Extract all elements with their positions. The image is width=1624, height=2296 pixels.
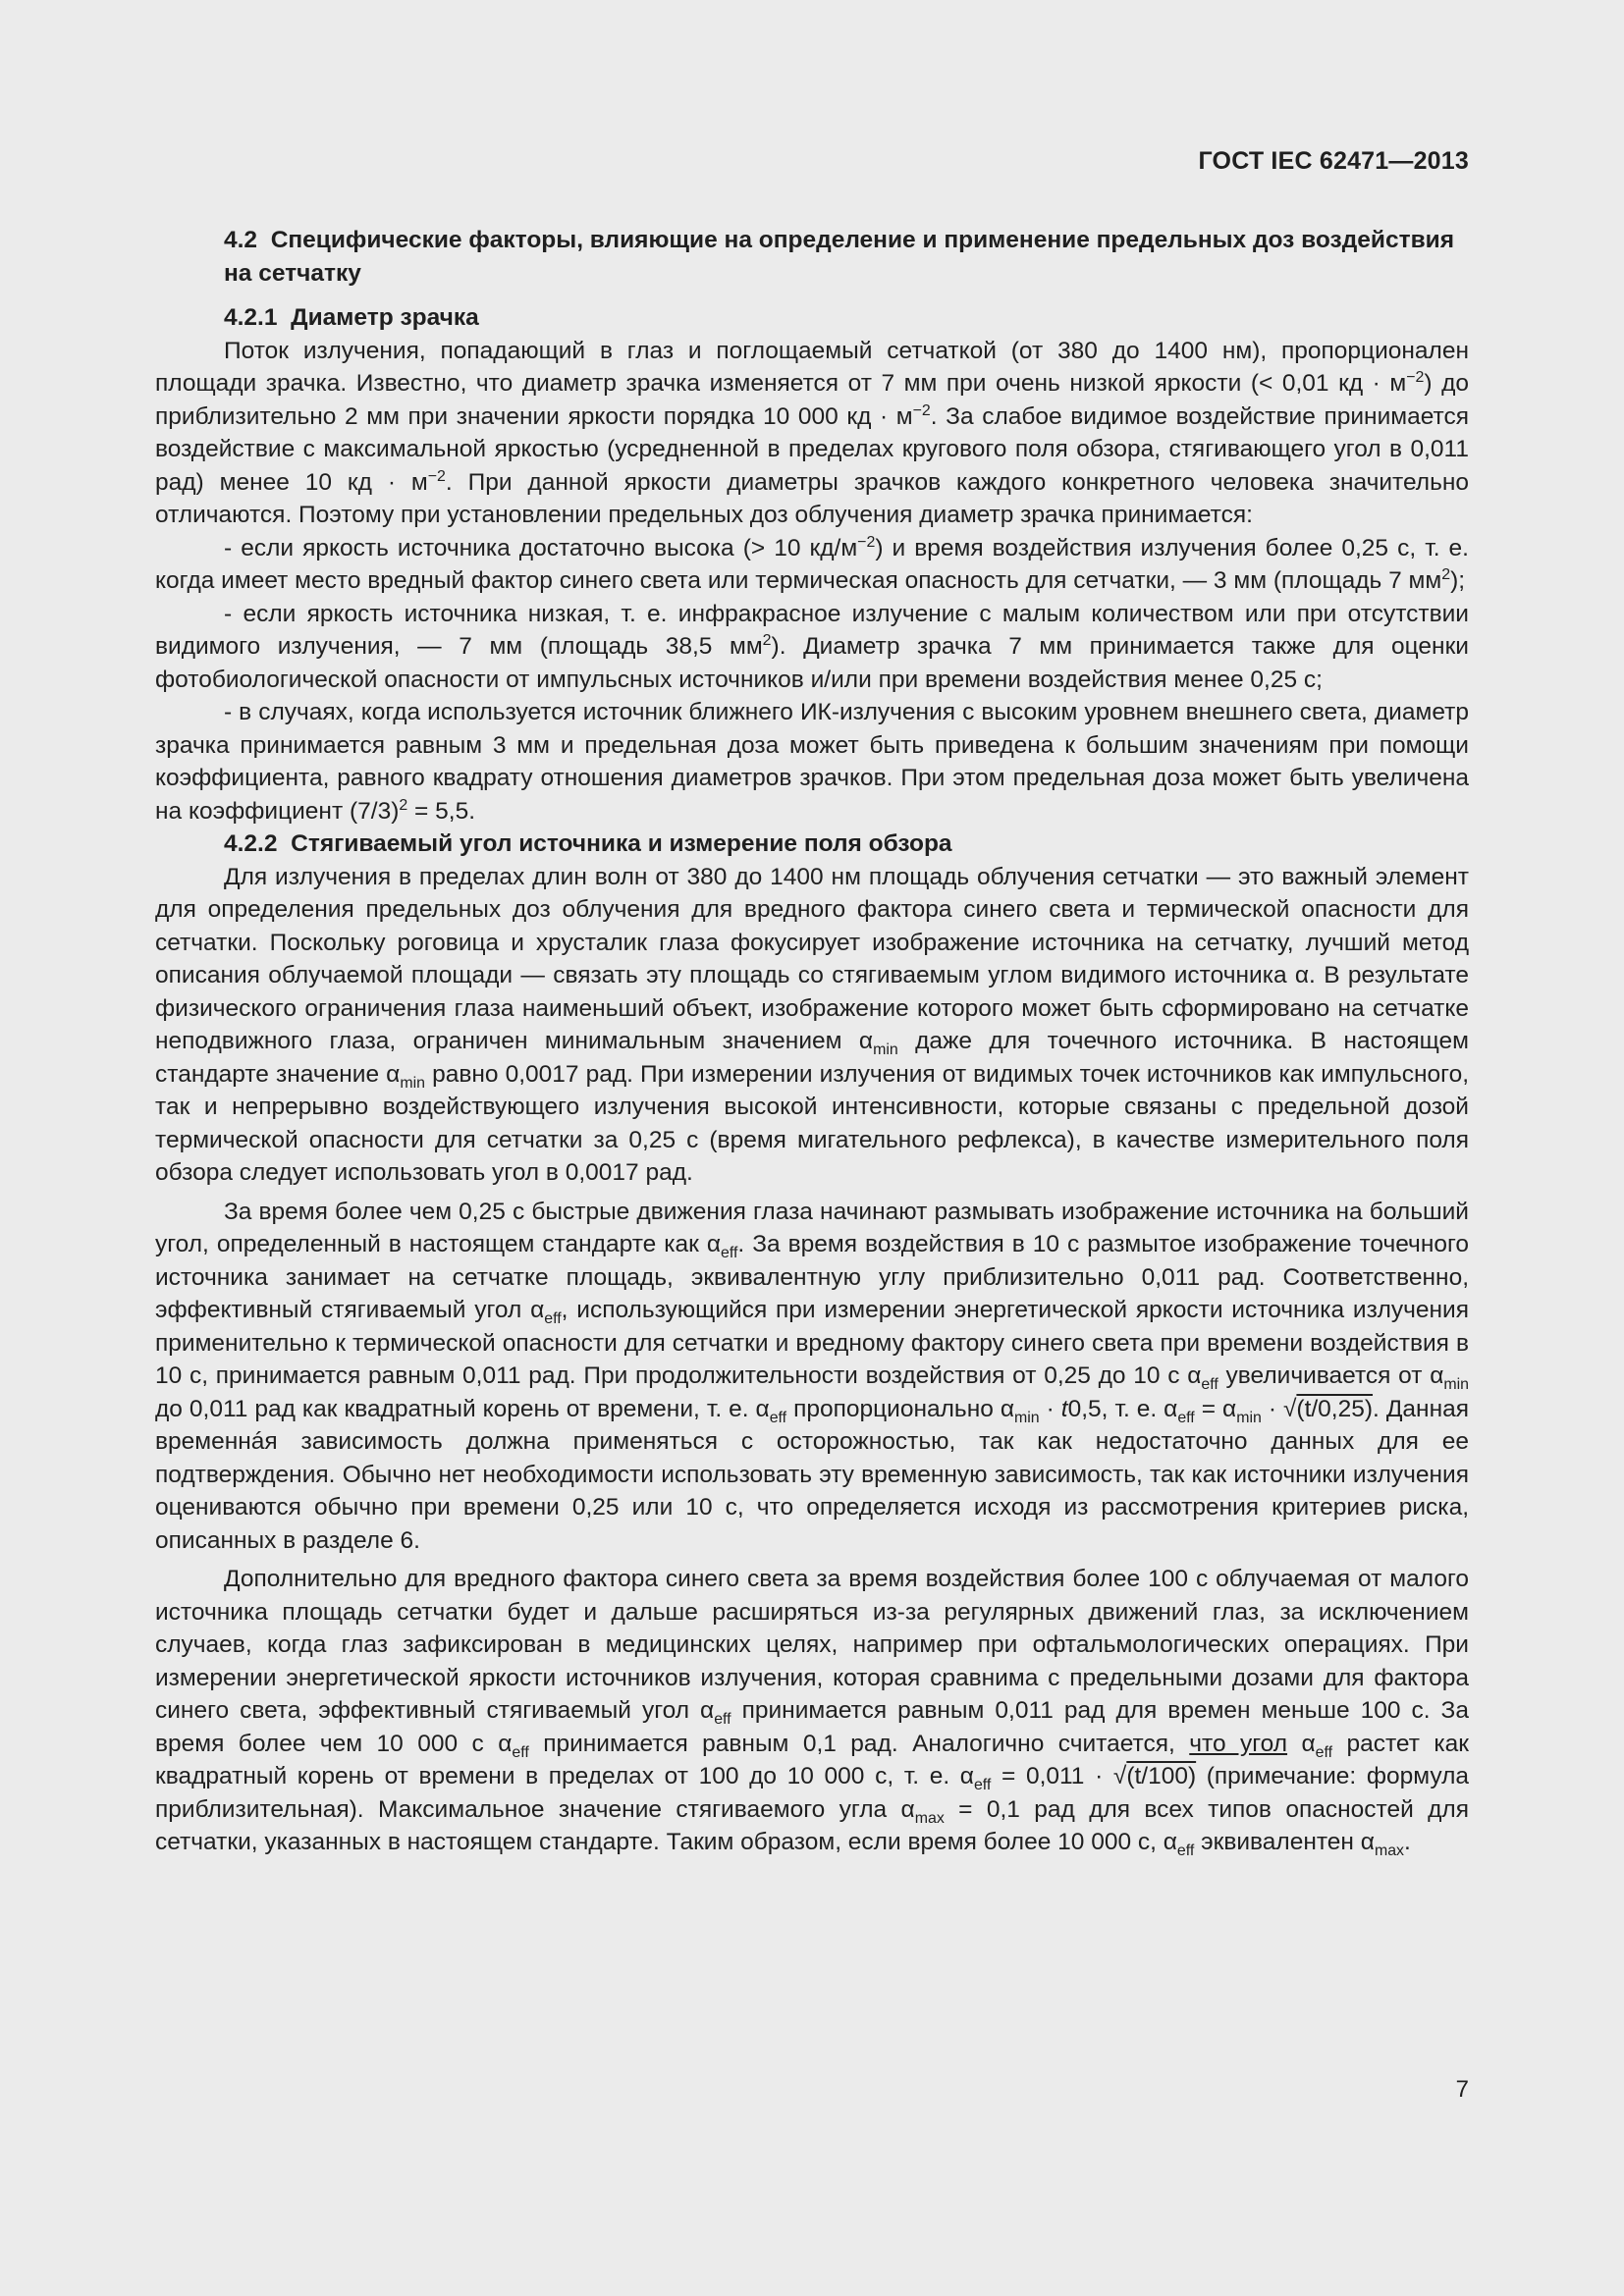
subsection-title: Стягиваемый угол источника и измерение поля обзора	[291, 830, 952, 857]
list-item-high-luminance: - если яркость источника достаточно высока (> 10 $кд/м^{-2}$) и время воздействия излучения более 0,25 с, т. е. когда имеет место вредный фактор синего света или термическая опасность для сетчатки, — 3 мм (площадь 7 $мм^2$);	[155, 533, 1469, 594]
list-item-near-ir: - в случаях, когда используется источник ближнего ИК-излучения с высоким уровнем внешнего света, диаметр зрачка принимается равным 3 мм и предельная доза может быть приведена к большим значениям при помощи коэффициента, равного квадрату отношения диаметров зрачков. При этом предельная доза может быть увеличена на коэффициент $(7/3)^2 = 5,5$.	[155, 699, 1469, 825]
page-number: 7	[1455, 2076, 1469, 2103]
section-title: Специфические факторы, влияющие на определение и применение предельных доз воздействия на сетчатку	[224, 227, 1454, 287]
paragraph-pupil-intro: Поток излучения, попадающий в глаз и поглощаемый сетчаткой (от 380 до 1400 нм), пропорционален площади зрачка. Известно, что диаметр зрачка изменяется от 7 мм при очень низкой яркости (< 0,01 кд · $м^{-2}$) до приблизительно 2 мм при значении яркости порядка 10 000 кд · $м^{-2}$. За слабое видимое воздействие принимается воздействие с максимальной яркостью (усредненной в пределах кругового поля обзора, стягивающего угол в 0,011 рад) менее 10 кд · $м^{-2}$. При данной яркости диаметры зрачков каждого конкретного человека значительно отличаются. Поэтому при установлении предельных доз облучения диаметр зрачка принимается:	[155, 337, 1470, 528]
subsection-title: Диаметр зрачка	[291, 304, 479, 331]
subsection-number: 4.2.2	[224, 830, 278, 857]
paragraph-subtended-angle: Для излучения в пределах длин волн от 380 до 1400 нм площадь облучения сетчатки — это важный элемент для определения предельных доз облучения для вредного фактора синего света и термической опасности для сетчатки. Поскольку роговица и хрусталик глаза фокусирует изображение источника на сетчатку, лучший метод описания облучаемой площади — связать эту площадь со стягиваемым углом видимого источника α. В результате физического ограничения глаза наименьший объект, изображение которого может быть сформировано на сетчатке неподвижного глаза, ограничен минимальным значением $\alpha_{min}$ даже для точечного источника. В настоящем стандарте значение $\alpha_{min}$ равно 0,0017 рад. При измерении излучения от видимых точек источников как импульсного, так и непрерывно воздействующего излучения высокой интенсивности, которые связаны с предельной дозой термической опасности для сетчатки за 0,25 с (время мигательного рефлекса), в качестве измерительного поля обзора следует использовать угол в 0,0017 рад.	[155, 863, 1469, 1186]
subsection-heading-4-2-1	[224, 301, 1469, 335]
paragraph-blue-light: Дополнительно для вредного фактора синего света за время воздействия более 100 с облучаемая от малого источника площадь сетчатки будет и дальше расширяться из-за регулярных движений глаз, за исключением случаев, когда глаз зафиксирован в медицинских целях, например при офтальмологических операциях. При измерении энергетической яркости источников излучения, которая сравнима с предельными дозами для фактора синего света, эффективный стягиваемый угол $\alpha_{eff}$ принимается равным 0,011 рад для времен меньше 100 с. За время более чем 10 000 с $\alpha_{eff}$ принимается равным 0,1 рад. Аналогично считается, что угол $\alpha_{eff}$ растет как квадратный корень от времени в пределах от 100 до 10 000 с, т. е. $\alpha_{eff} = 0,011 \cdot √(t/100)$ (примечание: формула приблизительная). Максимальное значение стягиваемого угла $\alpha_{max} = 0,1$ рад для всех типов опасностей для сетчатки, указанных в настоящем стандарте. Таким образом, если время более 10 000 с, $\alpha_{eff}$ эквивалентен $\alpha_{max}$.	[155, 1566, 1469, 1859]
paragraph-eye-movements: За время более чем 0,25 с быстрые движения глаза начинают размывать изображение источника на больший угол, определенный в настоящем стандарте как $\alpha_{eff}$. За время воздействия в 10 с размытое изображение точечного источника занимает на сетчатке площадь, эквивалентную углу приблизительно 0,011 рад. Соответственно, эффективный стягиваемый угол $\alpha_{eff}$, использующийся при измерении энергетической яркости источника излучения применительно к термической опасности для сетчатки и вредному фактору синего света при времени воздействия в 10 с, принимается равным 0,011 рад. При продолжительности воздействия от 0,25 до 10 с $\alpha_{eff}$ увеличивается от $\alpha_{min}$ до 0,011 рад как квадратный корень от времени, т. е. $\alpha_{eff}$ пропорционально $\alpha_{min} \cdot t0,5$, т. е. $\alpha_{eff} = \alpha_{min} \cdot √(t/0,25)$. Данная временнáя зависимость должна применяться с осторожностью, так как недостаточно данных для ее подтверждения. Обычно нет необходимости использовать эту временную зависимость, так как источники излучения оцениваются обычно при времени 0,25 или 10 с, что определяется исходя из рассмотрения критериев риска, описанных в разделе 6.	[155, 1198, 1470, 1554]
subsection-heading-4-2-2	[224, 828, 1469, 861]
section-heading	[224, 224, 1469, 290]
subsection-number: 4.2.1	[224, 304, 278, 331]
document-header: ГОСТ IEC 62471—2013	[1198, 147, 1469, 175]
section-number: 4.2	[224, 227, 258, 253]
list-item-low-luminance: - если яркость источника низкая, т. е. инфракрасное излучение с малым количеством или при отсутствии видимого излучения, — 7 мм (площадь 38,5 $мм^2$). Диаметр зрачка 7 мм принимается также для оценки фотобиологической опасности от импульсных источников и/или при времени воздействия менее 0,25 с;	[155, 600, 1469, 693]
document-body	[155, 224, 1469, 1859]
